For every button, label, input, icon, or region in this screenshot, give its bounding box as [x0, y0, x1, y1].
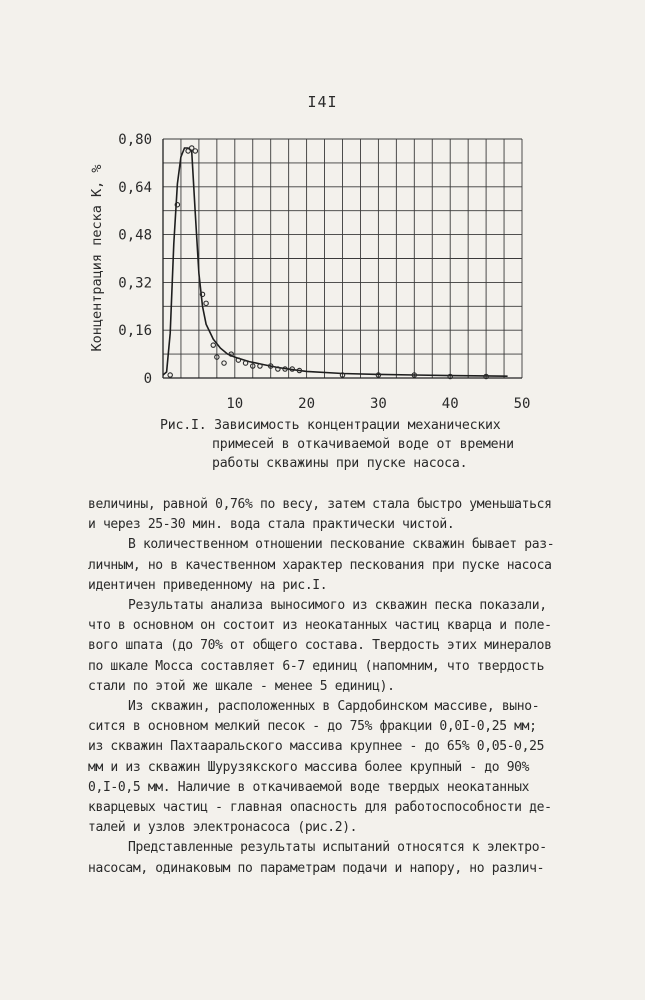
y-axis-label: Концентрация песка К, % — [89, 164, 105, 352]
data-point — [222, 361, 226, 365]
body-line: что в основном он состоит из неокатанных частиц кварца и поле- — [88, 618, 552, 634]
x-tick-label: 20 — [298, 396, 316, 412]
data-point — [193, 149, 197, 153]
data-point — [204, 301, 208, 305]
body-line: и через 25-30 мин. вода стала практически чистой. — [88, 517, 455, 533]
concentration-chart — [0, 0, 645, 415]
body-line: кварцевых частиц - главная опасность для работоспособности де- — [88, 800, 552, 816]
body-line: насосам, одинаковым по параметрам подачи и напору, но различ- — [88, 860, 545, 876]
body-line: стали по этой же шкале - менее 5 единиц). — [88, 678, 395, 694]
body-line: из скважин Пахтааральского массива крупнее - до 65% 0,05-0,25 — [88, 739, 545, 755]
body-line: В количественном отношении пескование скважин бывает раз- — [128, 537, 555, 553]
body-line: мм и из скважин Шурузякского массива более крупный - до 90% — [88, 759, 530, 775]
series-line — [163, 148, 508, 376]
data-point — [211, 343, 215, 347]
body-line: талей и узлов электронасоса (рис.2). — [88, 820, 358, 836]
body-line: по шкале Мосса составляет 6-7 единиц (напомним, что твердость — [88, 658, 545, 674]
body-line: 0,I-0,5 мм. Наличие в откачиваемой воде твердых неокатанных — [88, 779, 530, 795]
data-point — [168, 373, 172, 377]
page-number: I4I — [307, 93, 338, 111]
body-line: Представленные результаты испытаний относятся к электро- — [128, 840, 547, 856]
y-tick-label: 0,16 — [118, 323, 152, 340]
body-line: идентичен приведенному на рис.I. — [88, 577, 328, 593]
data-point — [243, 361, 247, 365]
body-line: величины, равной 0,76% по весу, затем стала быстро уменьшаться — [88, 497, 552, 512]
x-tick-label: 50 — [513, 396, 531, 412]
y-tick-label: 0 — [143, 371, 152, 387]
body-line: Из скважин, расположенных в Сардобинском массиве, выно- — [128, 699, 540, 715]
caption-line: Рис.I. Зависимость концентрации механических — [160, 418, 501, 433]
body-line: личным, но в качественном характер пескования при пуске насоса — [88, 557, 552, 573]
x-tick-label: 10 — [226, 396, 244, 412]
y-tick-label: 0,80 — [118, 132, 152, 148]
x-tick-label: 40 — [441, 396, 459, 412]
figure-caption — [160, 416, 580, 473]
body-text — [88, 495, 608, 879]
y-tick-label: 0,32 — [118, 275, 152, 292]
y-tick-label: 0,64 — [118, 179, 152, 196]
caption-line: работы скважины при пуске насоса. — [212, 456, 468, 471]
body-line: Результаты анализа выносимого из скважин песка показали, — [128, 598, 547, 614]
x-tick-label: 30 — [369, 396, 387, 412]
body-line: вого шпата (до 70% от общего состава. Твердость этих минералов — [88, 638, 552, 654]
body-line: сится в основном мелкий песок - до 75% фракции 0,0I-0,25 мм; — [88, 719, 537, 735]
y-tick-label: 0,48 — [118, 227, 152, 244]
caption-line: примесей в откачиваемой воде от времени — [212, 437, 514, 452]
